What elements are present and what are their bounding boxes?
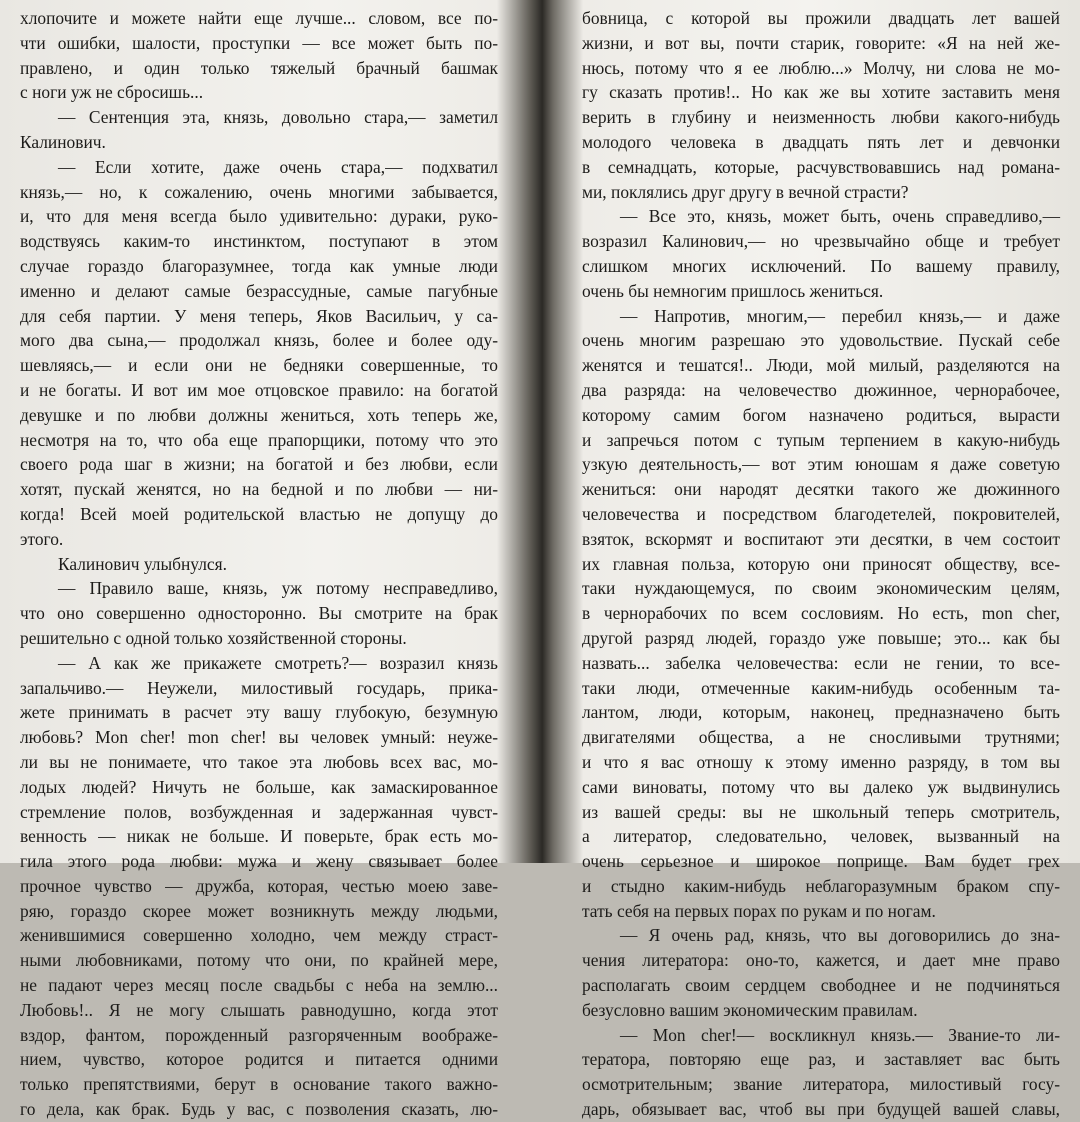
text-line: женятся и тешатся!.. Люди, мой милый, разделяются на	[582, 355, 1060, 376]
text-line: очень серьезное и широкое поприще. Вам будет грех	[582, 851, 1060, 872]
left-page	[20, 0, 498, 1120]
text-line: нием, чувство, которое родится и питается одними	[20, 1049, 498, 1070]
text-line: с ноги уж не сбросишь...	[20, 82, 204, 103]
text-line: молодого человека в двадцать пять лет и девчонки	[582, 131, 1060, 152]
text-line: осмотрительным; звание литератора, милостивый госу-	[582, 1074, 1060, 1095]
text-line: взяток, вскормят и воспитают эти десятки, в чем состоит	[582, 528, 1060, 549]
text-line: из вашей среды: вы не школьный теперь смотритель,	[582, 801, 1060, 822]
text-line: которому самим богом назначено родиться, вырасти	[582, 404, 1060, 425]
text-line: ряю, гораздо скорее может возникнуть между людьми,	[20, 900, 498, 921]
text-line: женившимися совершенно холодно, чем между страст-	[20, 925, 498, 946]
text-line: — Я очень рад, князь, что вы договорились до зна-	[620, 925, 1060, 946]
text-line: только препятствиями, берут в основание такого важно-	[20, 1074, 498, 1095]
text-line: — Напротив, многим,— перебил князь,— и даже	[620, 305, 1060, 326]
text-line: любовь? Mon cher! mon cher! вы человек умный: неуже-	[20, 727, 498, 748]
text-line: князь,— но, к сожалению, очень многими забывается,	[20, 181, 498, 202]
text-line: два разряда: на человечество дюжинное, чернорабочее,	[582, 379, 1060, 400]
text-line: — Сентенция эта, князь, довольно стара,— заметил	[58, 107, 498, 128]
text-line: и не богаты. И вот им мое отцовское правило: на богатой	[20, 379, 498, 400]
text-line: венность — никак не больше. И поверьте, брак есть мо-	[20, 826, 498, 847]
text-line: случае гораздо благоразумнее, тогда как умные люди	[20, 255, 498, 276]
right-page	[582, 0, 1060, 1120]
text-line: — Правило ваше, князь, уж потому несправедливо,	[58, 578, 498, 599]
text-line: го дела, как брак. Будь у вас, с позволения сказать, лю-	[20, 1099, 498, 1120]
text-line: — А как же прикажете смотреть?— возразил князь	[58, 652, 498, 673]
text-line: дарь, обязывает вас, чтоб вы при будущей вашей славы,	[582, 1099, 1060, 1120]
text-line: запальчиво.— Неужели, милостивый государь, прика-	[20, 677, 498, 698]
text-line: несмотря на то, что оба еще прапорщики, потому что это	[20, 429, 498, 450]
text-line: прочное чувство — дружба, которая, честью моею заве-	[20, 875, 498, 896]
text-line: не падают через месяц после свадьбы с неба на землю...	[20, 975, 498, 996]
text-line: и запречься потом с тупым терпением в какую-нибудь	[582, 429, 1060, 450]
text-line: ми, поклялись друг другу в вечной страсти?	[582, 181, 909, 202]
text-line: таки люди, отмеченные каким-нибудь особенным та-	[582, 677, 1060, 698]
text-line: что оно совершенно односторонно. Вы смотрите на брак	[20, 603, 498, 624]
text-line: девушке и по любви должны жениться, хоть теперь же,	[20, 404, 498, 425]
text-line: нюсь, потому что я ее люблю...» Молчу, ни слова не мо-	[582, 57, 1060, 78]
text-line: и стыдно каким-нибудь неблагоразумным браком спу-	[582, 875, 1060, 896]
text-line: в семнадцать, которые, расчувствовавшись над романа-	[582, 156, 1060, 177]
text-line: этого.	[20, 528, 64, 549]
text-line: Калинович.	[20, 131, 106, 152]
text-line: жете принимать в расчет эту вашу глубокую, безумную	[20, 702, 498, 723]
text-line: человечества и посредством благодетелей, покровителей,	[582, 503, 1060, 524]
text-line: правлено, и один только тяжелый брачный башмак	[20, 57, 498, 78]
text-line: Любовь!.. Я не могу слышать равнодушно, когда этот	[20, 999, 498, 1020]
text-line: для себя партии. У меня теперь, Яков Васильич, у са-	[20, 305, 498, 326]
text-line: стремление полов, возбужденная и задержанная чувст-	[20, 801, 498, 822]
text-line: водствуясь каким-то инстинктом, поступают в этом	[20, 231, 498, 252]
text-line: тать себя на первых порах по рукам и по ногам.	[582, 900, 936, 921]
text-line: двигателями общества, а не сносливыми трутнями;	[582, 727, 1060, 748]
text-line: и, что для меня всегда было удивительно: дураки, руко-	[20, 206, 498, 227]
text-line: тератора, повторяю еще раз, и заставляет вас быть	[582, 1049, 1060, 1070]
text-line: хотят, пускай женятся, но на бедной и по любви — ни-	[20, 479, 498, 500]
right-page-text	[582, 0, 1060, 1122]
text-line: именно и делают самые безрассудные, самые пагубные	[20, 280, 498, 301]
text-line: ными любовниками, потому что они, по крайней мере,	[20, 950, 498, 971]
text-line: гила этого рода любви: мужа и жену связывает более	[20, 851, 498, 872]
text-line: когда! Всей моей родительской властью не допущу до	[20, 503, 498, 524]
text-line: — Если хотите, даже очень стара,— подхватил	[58, 156, 498, 177]
text-line: гу сказать против!.. Но как же вы хотите заставить меня	[582, 82, 1060, 103]
text-line: другой разряд людей, гораздо уже повыше; это... как бы	[582, 627, 1060, 648]
text-line: решительно с одной только хозяйственной стороны.	[20, 627, 407, 648]
text-line: узкую деятельность,— вот этим юношам я даже советую	[582, 454, 1060, 475]
text-line: назвать... забелка человечества: если не гении, то все-	[582, 652, 1060, 673]
text-line: хлопочите и можете найти еще лучше... словом, все по-	[20, 8, 498, 28]
text-line: ли вы не понимаете, что такое эта любовь всех вас, мо-	[20, 751, 498, 772]
text-line: сами виноваты, потому что вы далеко уж выдвинулись	[582, 776, 1060, 797]
text-line: чти ошибки, шалости, проступки — все может быть по-	[20, 32, 498, 53]
text-line: жениться: они народят десятки такого же дюжинного	[582, 479, 1060, 500]
text-line: очень многим разрешаю это удовольствие. Пускай себе	[582, 330, 1060, 351]
text-line: безусловно вашим экономическим правилам.	[582, 999, 918, 1020]
text-line: в чернорабочих по всем сословиям. Но есть, mon cher,	[582, 603, 1060, 624]
text-line: вздор, фантом, порожденный разгоряченным воображе-	[20, 1024, 498, 1045]
text-line: Калинович улыбнулся.	[58, 553, 227, 574]
left-page-text	[20, 0, 498, 1122]
text-line: располагать своим сердцем свободнее и не подчиняться	[582, 975, 1060, 996]
text-line: бовница, с которой вы прожили двадцать лет вашей	[582, 8, 1060, 28]
text-line: чения литератора: оно-то, кажется, и дает мне право	[582, 950, 1060, 971]
text-line: шевляясь,— и если они не бедняки совершенные, то	[20, 355, 498, 376]
text-line: мого два сына,— продолжал князь, более и более оду-	[20, 330, 498, 351]
text-line: лодых людей? Ничуть не больше, как замаскированное	[20, 776, 498, 797]
text-line: жизни, и вот вы, почти старик, говорите: «Я на ней же-	[582, 32, 1060, 53]
text-line: а литератор, следовательно, человек, вызванный на	[582, 826, 1060, 847]
text-line: — Mon cher!— воскликнул князь.— Звание-то ли-	[620, 1024, 1060, 1045]
text-line: таки нуждающемуся, по своим экономическим целям,	[582, 578, 1060, 599]
text-line: своего рода шаг в жизни; на богатой и без любви, если	[20, 454, 498, 475]
text-line: — Все это, князь, может быть, очень справедливо,—	[620, 206, 1060, 227]
text-line: очень бы немногим пришлось жениться.	[582, 280, 884, 301]
text-line: возразил Калинович,— но чрезвычайно обще и требует	[582, 231, 1060, 252]
text-line: слишком многих исключений. По вашему правилу,	[582, 255, 1060, 276]
text-line: и что я вас отношу к этому именно разряду, в том вы	[582, 751, 1060, 772]
text-line: лантом, люди, которым, наконец, предназначено быть	[582, 702, 1060, 723]
text-line: их главная польза, которую они приносят обществу, все-	[582, 553, 1060, 574]
text-line: верить в глубину и неизменность любви какого-нибудь	[582, 107, 1060, 128]
